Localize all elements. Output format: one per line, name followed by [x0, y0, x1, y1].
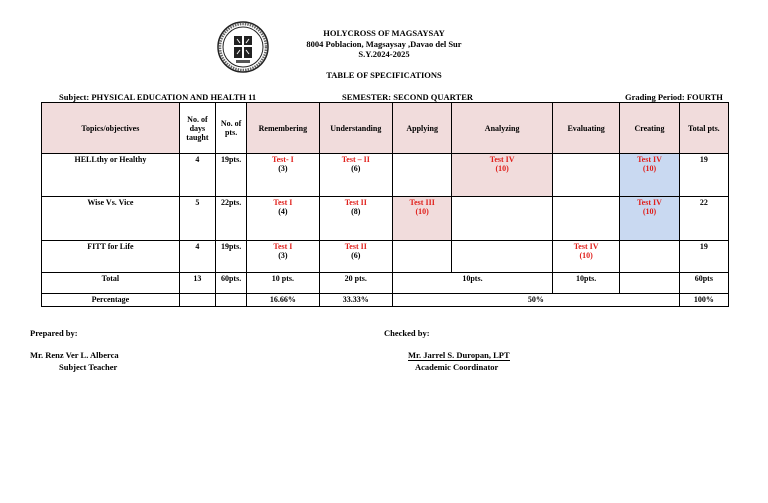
applying-cell — [393, 241, 452, 273]
total-total: 60pts — [679, 273, 728, 294]
topic-cell: FITT for Life — [42, 241, 180, 273]
header-remembering: Remembering — [247, 103, 319, 154]
percentage-pts — [216, 294, 247, 307]
total-evaluating: 10pts. — [552, 273, 619, 294]
evaluating-cell — [552, 154, 619, 197]
understanding-cell — [319, 197, 392, 241]
checked-by-title: Academic Coordinator — [415, 362, 499, 372]
percentage-label: Percentage — [42, 294, 180, 307]
table-row — [42, 154, 729, 197]
header-pts: No. of pts. — [216, 103, 247, 154]
table-row — [42, 241, 729, 273]
header-days: No. of days taught — [179, 103, 215, 154]
item-count: (10) — [415, 207, 429, 216]
semester-label: SEMESTER: SECOND QUARTER — [342, 92, 474, 102]
percentage-higher-order: 50% — [393, 294, 680, 307]
test-label: Test- I — [272, 155, 294, 164]
evaluating-cell — [552, 241, 619, 273]
header-topics: Topics/objectives — [42, 103, 180, 154]
analyzing-cell — [452, 197, 553, 241]
total-remembering: 10 pts. — [247, 273, 319, 294]
table-row — [42, 197, 729, 241]
remembering-cell — [247, 154, 319, 197]
subject-label: Subject: PHYSICAL EDUCATION AND HEALTH 11 — [59, 92, 257, 102]
remembering-cell — [247, 241, 319, 273]
item-count: (10) — [579, 251, 593, 260]
item-count: (10) — [642, 207, 657, 216]
total-pts: 60pts. — [216, 273, 247, 294]
test-label: Test II — [344, 198, 367, 207]
item-count: (3) — [278, 251, 288, 260]
analyzing-cell — [452, 241, 553, 273]
total-understanding: 20 pts. — [319, 273, 392, 294]
test-label: Test III — [409, 198, 435, 207]
total-row — [42, 273, 729, 294]
header-applying: Applying — [393, 103, 452, 154]
prepared-by-label: Prepared by: — [30, 328, 78, 338]
total-cell: 19 — [679, 154, 728, 197]
applying-cell — [393, 197, 452, 241]
checked-by-name: Mr. Jarrel S. Duropan, LPT — [408, 350, 510, 360]
total-creating — [620, 273, 679, 294]
percentage-remembering: 16.66% — [247, 294, 319, 307]
pts-cell: 22pts. — [216, 197, 247, 241]
understanding-cell — [319, 241, 392, 273]
item-count: (8) — [351, 207, 361, 216]
test-label: Test I — [273, 198, 293, 207]
school-address: 8004 Poblacion, Magsaysay ,Davao del Sur — [306, 39, 462, 49]
item-count: (4) — [278, 207, 288, 216]
item-count: (3) — [278, 164, 288, 173]
understanding-cell — [319, 154, 392, 197]
prepared-by-title: Subject Teacher — [59, 362, 118, 372]
test-label: Test IV — [489, 155, 515, 164]
test-label: Test – II — [341, 155, 370, 164]
topic-cell: Wise Vs. Vice — [42, 197, 180, 241]
header-row — [42, 103, 729, 154]
creating-cell — [620, 241, 679, 273]
header-total: Total pts. — [679, 103, 728, 154]
remembering-cell — [247, 197, 319, 241]
total-cell: 19 — [679, 241, 728, 273]
percentage-total: 100% — [679, 294, 728, 307]
item-count: (10) — [642, 164, 657, 173]
header-analyzing: Analyzing — [452, 103, 553, 154]
school-year: S.Y.2024-2025 — [358, 49, 410, 59]
header-creating: Creating — [620, 103, 679, 154]
grading-period-label: Grading Period: FOURTH — [625, 92, 723, 102]
percentage-understanding: 33.33% — [319, 294, 392, 307]
total-label: Total — [42, 273, 180, 294]
item-count: (10) — [495, 164, 509, 173]
pts-cell: 19pts. — [216, 154, 247, 197]
percentage-days — [179, 294, 215, 307]
days-cell: 5 — [179, 197, 215, 241]
topic-cell: HELLthy or Healthy — [42, 154, 180, 197]
test-label: Test I — [273, 242, 293, 251]
specifications-table — [41, 102, 729, 307]
test-label: Test IV — [637, 198, 662, 207]
analyzing-cell — [452, 154, 553, 197]
checked-by-label: Checked by: — [384, 328, 430, 338]
header-understanding: Understanding — [319, 103, 392, 154]
days-cell: 4 — [179, 154, 215, 197]
days-cell: 4 — [179, 241, 215, 273]
percentage-row — [42, 294, 729, 307]
item-count: (6) — [351, 164, 361, 173]
document-title: TABLE OF SPECIFICATIONS — [326, 70, 442, 80]
total-cell: 22 — [679, 197, 728, 241]
creating-cell — [620, 154, 679, 197]
test-label: Test IV — [573, 242, 599, 251]
creating-cell — [620, 197, 679, 241]
evaluating-cell — [552, 197, 619, 241]
total-analyzing: 10pts. — [393, 273, 553, 294]
header-evaluating: Evaluating — [552, 103, 619, 154]
total-days: 13 — [179, 273, 215, 294]
applying-cell — [393, 154, 452, 197]
item-count: (6) — [351, 251, 361, 260]
test-label: Test II — [344, 242, 367, 251]
prepared-by-name: Mr. Renz Ver L. Alberca — [30, 350, 119, 360]
school-name: HOLYCROSS OF MAGSAYSAY — [323, 28, 445, 38]
test-label: Test IV — [637, 155, 662, 164]
pts-cell: 19pts. — [216, 241, 247, 273]
